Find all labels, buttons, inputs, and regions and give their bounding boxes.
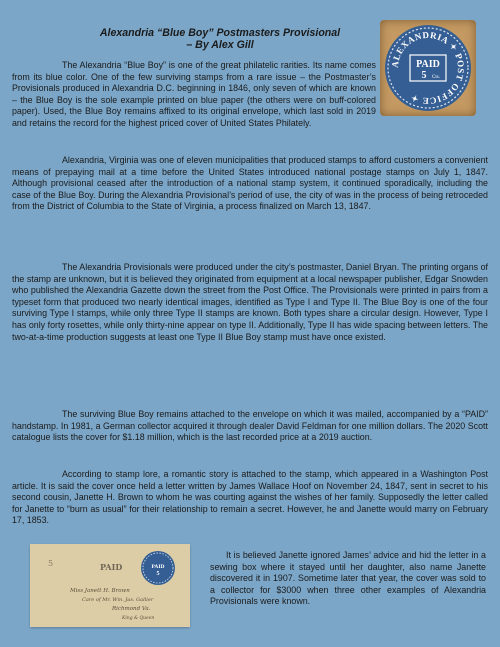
paragraph-5: According to stamp lore, a romantic story is attached to the stamp, which appeared in a Washington Post article. It is said the cover once held a letter written by James Wallace Hoof on November 24, 1847, sent in secret to his second cousin, Janette H. Brown to whom he was courting against the wishes of her family. Supposedly the letter called for Janette to “burn as usual” for their relationship to remain a secret. However, he and Janette would marry on February 17, 1853. xyxy=(12,469,488,526)
envelope-cover xyxy=(30,544,190,627)
stamp-value-text: 5 xyxy=(421,70,427,81)
cover-paid-mark: PAID xyxy=(100,562,123,572)
article-title xyxy=(60,27,380,51)
paragraph-2: Alexandria, Virginia was one of eleven municipalities that produced stamps to afford customers a convenient means of prepaying mail at a time before the United States introduced national postage stamps on July 1, 1847. Although provisional ceased after the introduction of a national stamp system, it continued sporadically, including the case of the Blue Boy. During the Alexandria Provisional’s period of use, the city of was in the process of being retroceded from the District of Columbia to the State of Virginia, a process finalized on March 13, 1847. xyxy=(12,155,488,212)
paragraph-3: The Alexandria Provisionals were produced under the city’s postmaster, Daniel Bryan. The printing organs of the stamp are unknown, but it is believed they originated from equipment at a local newspaper publisher, Edgar Snowden who published the Alexandria Gazette down the street from the Post Office. The Provisionals were printed in pairs from a typeset form that produced two nearly identical images, identified as Type I and Type II. The Blue Boy is one of the four surviving Type I stamps, while only three Type II stamps are known. Both types share a circular design. However, Type I has only forty rosettes, while only thirty-nine appear on type II. Additionally, Type II has wide spacing between letters. The two-at-a-time production suggests at least one Type II Blue Boy stamp must have once existed. xyxy=(12,262,488,342)
cover-stamp-paid: PAID xyxy=(151,564,165,570)
author-line: – By Alex Gill xyxy=(186,39,254,51)
stamp-paid-text: PAID xyxy=(416,59,440,70)
paragraph-6: It is believed Janette ignored James’ advice and hid the letter in a sewing box where it stayed until her daughter, also name Janette discovered it in 1907. Sometime later that year, the cover was sold to a collector for $3000 when three other examples of Alexandria Provisionals were known. xyxy=(210,550,486,607)
stamp-ring-text: ALEXANDRIA ✦ POST OFFICE ✦ xyxy=(389,29,467,107)
cover-stamp-value: 5 xyxy=(156,571,160,577)
address-line: Miss Janett H. Brown xyxy=(70,588,130,594)
title-line: Alexandria “Blue Boy” Postmasters Provisional xyxy=(99,27,341,39)
cover-pencil-mark: 5 xyxy=(48,559,54,568)
address-line: Care of Mr. Wm. Jas. Gallier xyxy=(82,597,154,603)
paragraph-1: The Alexandria “Blue Boy” is one of the great philatelic rarities. Its name comes from its blue color. One of the few surviving stamps from a rare issue – the Postmaster’s Provisionals produced in Alexandria D.C. beginning in 1846, only seven of which are known – the Blue Boy is the sole example printed on blue paper (the others were on buff-colored paper). Used, the Blue Boy remains affixed to its original envelope, which last sold in 2019 and retains the record for the highest priced cover of United States Philately. xyxy=(12,60,376,128)
blue-boy-stamp xyxy=(380,20,476,116)
address-line: King & Queen xyxy=(122,616,155,621)
blue-boy-stamp-photo xyxy=(380,20,476,116)
paragraph-4: The surviving Blue Boy remains attached to the envelope on which it was mailed, accompanied by a “PAID” handstamp. In 1981, a German collector acquired it through dealer David Feldman for one million dollars. The 2020 Scott catalogue lists the cover for $1.18 million, which is the last recorded price at a 2019 auction. xyxy=(12,409,488,443)
blue-boy-cover-photo xyxy=(30,544,190,627)
stamp-cents-text: Cts. xyxy=(432,75,440,80)
address-line: Richmond Va. xyxy=(112,606,151,612)
